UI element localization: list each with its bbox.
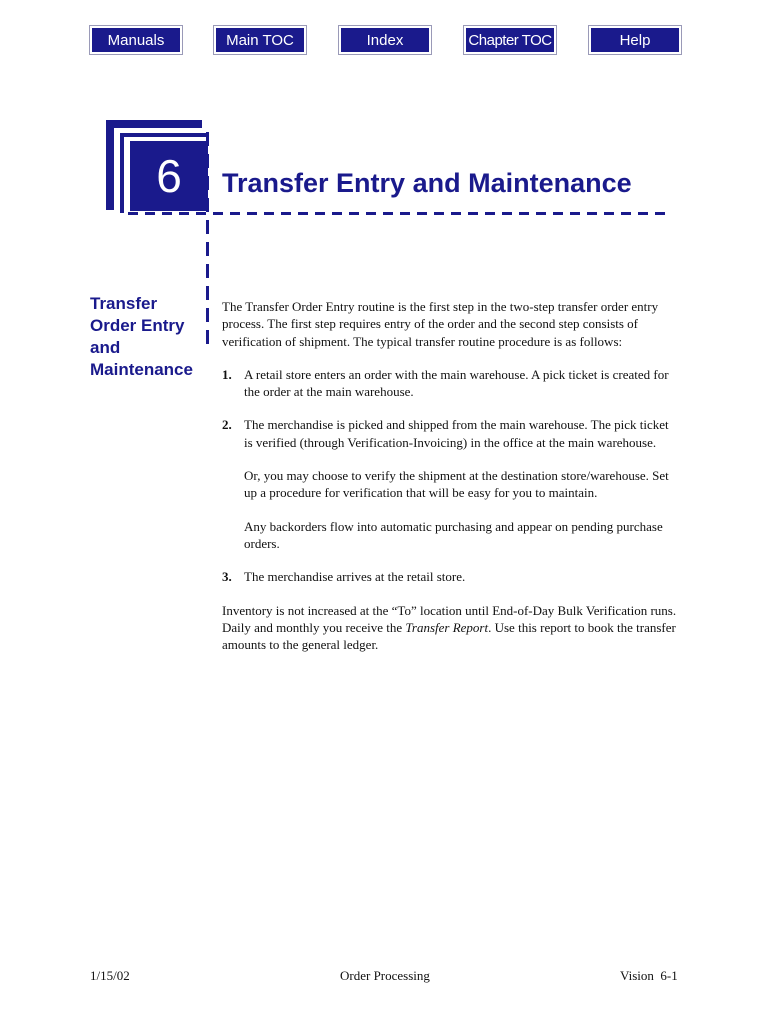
list-item [222, 366, 680, 401]
step-text: The merchandise is picked and shipped from the main warehouse. The pick ticket is verified (through Verification-Invoicing) in the office at the main warehouse. [244, 417, 669, 450]
section-heading [90, 293, 205, 381]
section-heading-line: Maintenance [90, 360, 193, 379]
vertical-dashed-rule [206, 132, 209, 352]
footer-page-number: Vision 6-1 [620, 968, 678, 983]
horizontal-dashed-rule [128, 212, 668, 215]
step-note: Or, you may choose to verify the shipment at the destination store/warehouse. Set up a procedure for verification that will be easy for you to maintain. [244, 468, 669, 501]
list-item [222, 568, 680, 585]
index-button[interactable]: Index [339, 26, 431, 54]
chapter-title: Transfer Entry and Maintenance [222, 168, 632, 198]
section-heading-line: Order Entry [90, 316, 185, 335]
main-toc-button[interactable]: Main TOC [214, 26, 306, 54]
section-heading-line: Transfer [90, 294, 158, 313]
step-number: 1. [222, 366, 232, 382]
body-text [222, 298, 680, 653]
list-item [222, 416, 680, 451]
step-note: Any backorders flow into automatic purchasing and appear on pending purchase orders. [244, 518, 663, 551]
closing-text-start: Inventory is not increased at the “To” location until End-of-Day Bulk Verification runs. Daily and monthly you receive the [222, 602, 677, 635]
chapter-number: 6 [156, 150, 182, 202]
closing-text-end: . Use this report to book the transfer amounts to the general ledger. [222, 619, 676, 653]
closing-paragraph [222, 602, 680, 654]
footer-date: 1/15/02 [90, 968, 130, 983]
section-heading-line: and [90, 338, 121, 357]
chapter-toc-button[interactable]: Chapter TOC [464, 26, 556, 54]
step-text: The merchandise arrives at the retail store. [244, 569, 466, 585]
footer-title: Order Processing [340, 968, 430, 983]
step-number: 2. [222, 417, 232, 433]
step-number: 3. [222, 569, 232, 585]
help-button[interactable]: Help [589, 26, 681, 54]
transfer-report-link-text: Transfer Report [405, 619, 489, 635]
step-text: A retail store enters an order with the main warehouse. A pick ticket is created for the order at the main warehouse. [244, 366, 669, 400]
intro-paragraph: The Transfer Order Entry routine is the first step in the two-step transfer order entry process. The first step requires entry of the order and the second step consists of verification of shipment. The typical transfer routine procedure is as follows: [222, 299, 659, 349]
manuals-button[interactable]: Manuals [90, 26, 182, 54]
